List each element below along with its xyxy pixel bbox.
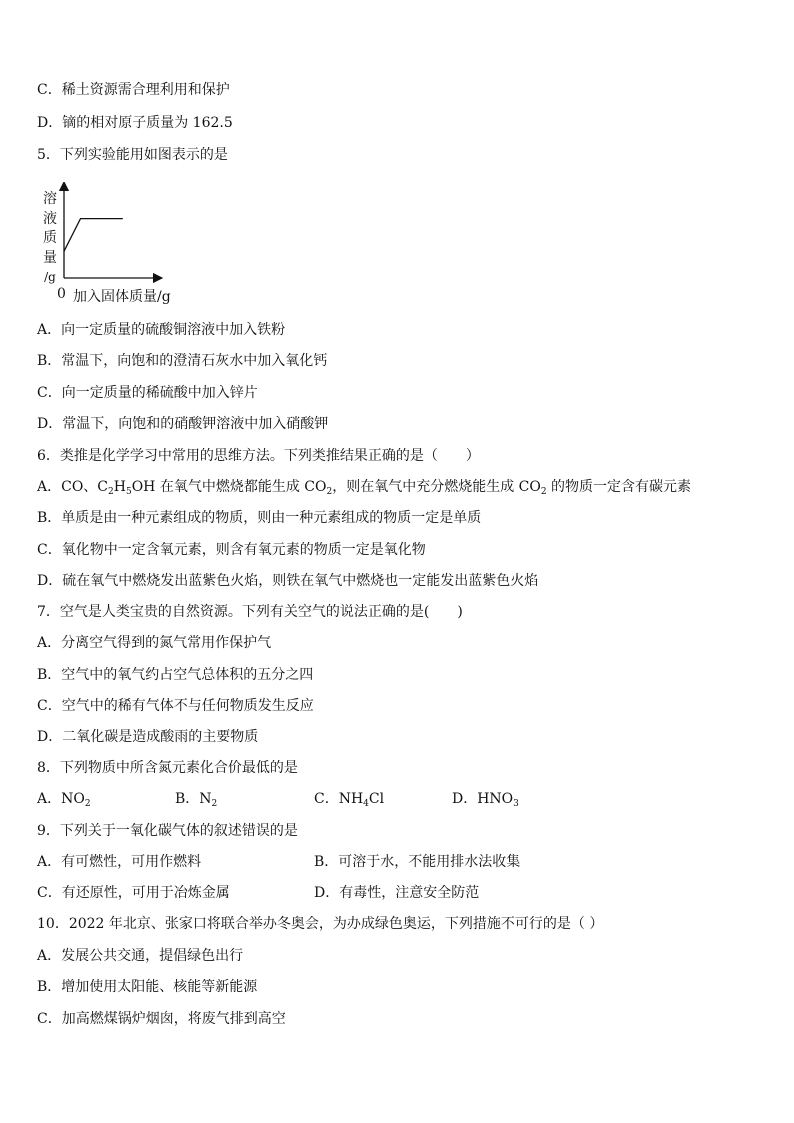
q6-option-c: C．氧化物中一定含氧元素，则含有氧元素的物质一定是氧化物 — [37, 542, 426, 558]
q8-option-c: C．$NH_4Cl$ — [314, 791, 385, 809]
q10-stem: 10．2022 年北京、张家口将联合举办冬奥会，为办成绿色奥运，下列措施不可行的是（ ） — [37, 916, 604, 932]
q9-stem: 9．下列关于一氧化碳气体的叙述错误的是 — [37, 823, 298, 839]
chart-plot — [40, 182, 170, 302]
q7-stem: 7．空气是人类宝贵的自然资源。下列有关空气的说法正确的是( ) — [37, 604, 463, 620]
q5-option-d: D．常温下，向饱和的硝酸钾溶液中加入硝酸钾 — [37, 416, 329, 432]
q6-stem: 6．类推是化学学习中常用的思维方法。下列类推结果正确的是（ ） — [37, 448, 480, 464]
q7-option-a: A．分离空气得到的氮气常用作保护气 — [37, 635, 272, 651]
q7-option-c: C．空气中的稀有气体不与任何物质发生反应 — [37, 698, 314, 714]
q10-option-c: C．加高燃煤锅炉烟囱，将废气排到高空 — [37, 1011, 286, 1027]
chart-ylabel-char: /g — [44, 270, 56, 284]
chart-xlabel: 加入固体质量/g — [73, 289, 171, 305]
chart-series-line — [64, 219, 123, 252]
q10-option-a: A．发展公共交通，提倡绿色出行 — [37, 948, 244, 964]
q5-stem: 5．下列实验能用如图表示的是 — [37, 147, 228, 163]
chart-ylabel-char: 溶 — [43, 191, 57, 207]
q7-option-b: B．空气中的氧气约占空气总体积的五分之四 — [37, 667, 314, 683]
chart-origin-label: 0 — [57, 286, 66, 302]
chart-ylabel-char: 质 — [43, 230, 57, 246]
q4-option-c: C．稀土资源需合理利用和保护 — [37, 82, 230, 98]
q5-option-c: C．向一定质量的稀硫酸中加入锌片 — [37, 385, 258, 401]
q9-option-a: A．有可燃性，可用作燃料 — [37, 854, 202, 870]
q8-option-d: D．$HNO_3$ — [452, 791, 519, 809]
q9-option-c: C．有还原性，可用于冶炼金属 — [37, 885, 230, 901]
q9-option-b: B．可溶于水，不能用排水法收集 — [314, 854, 521, 870]
q8-stem: 8．下列物质中所含氮元素化合价最低的是 — [37, 760, 298, 776]
q5-option-a: A．向一定质量的硫酸铜溶液中加入铁粉 — [37, 322, 286, 338]
q7-option-d: D．二氧化碳是造成酸雨的主要物质 — [37, 729, 259, 745]
q6-option-a: A．CO、$C_2H_5OH$ 在氧气中燃烧都能生成 $CO_2$，则在氧气中充分燃烧能生成 $CO_2$ 的物质一定含有碳元素 — [37, 479, 692, 497]
chart-ylabel-char: 液 — [43, 210, 57, 227]
q8-option-b: B．$N_2$ — [175, 791, 218, 809]
q8-option-a: A．$NO_2$ — [37, 791, 91, 809]
q6-option-d: D．硫在氧气中燃烧发出蓝紫色火焰，则铁在氧气中燃烧也一定能发出蓝紫色火焰 — [37, 573, 539, 589]
chart-ylabel-char: 量 — [43, 249, 57, 266]
q9-option-d: D．有毒性，注意安全防范 — [314, 885, 480, 901]
q10-option-b: B．增加使用太阳能、核能等新能源 — [37, 979, 258, 995]
q4-option-d: D．镝的相对原子质量为 162.5 — [37, 115, 233, 131]
q6-option-b: B．单质是由一种元素组成的物质，则由一种元素组成的物质一定是单质 — [37, 510, 482, 526]
q5-option-b: B．常温下，向饱和的澄清石灰水中加入氧化钙 — [37, 353, 328, 369]
